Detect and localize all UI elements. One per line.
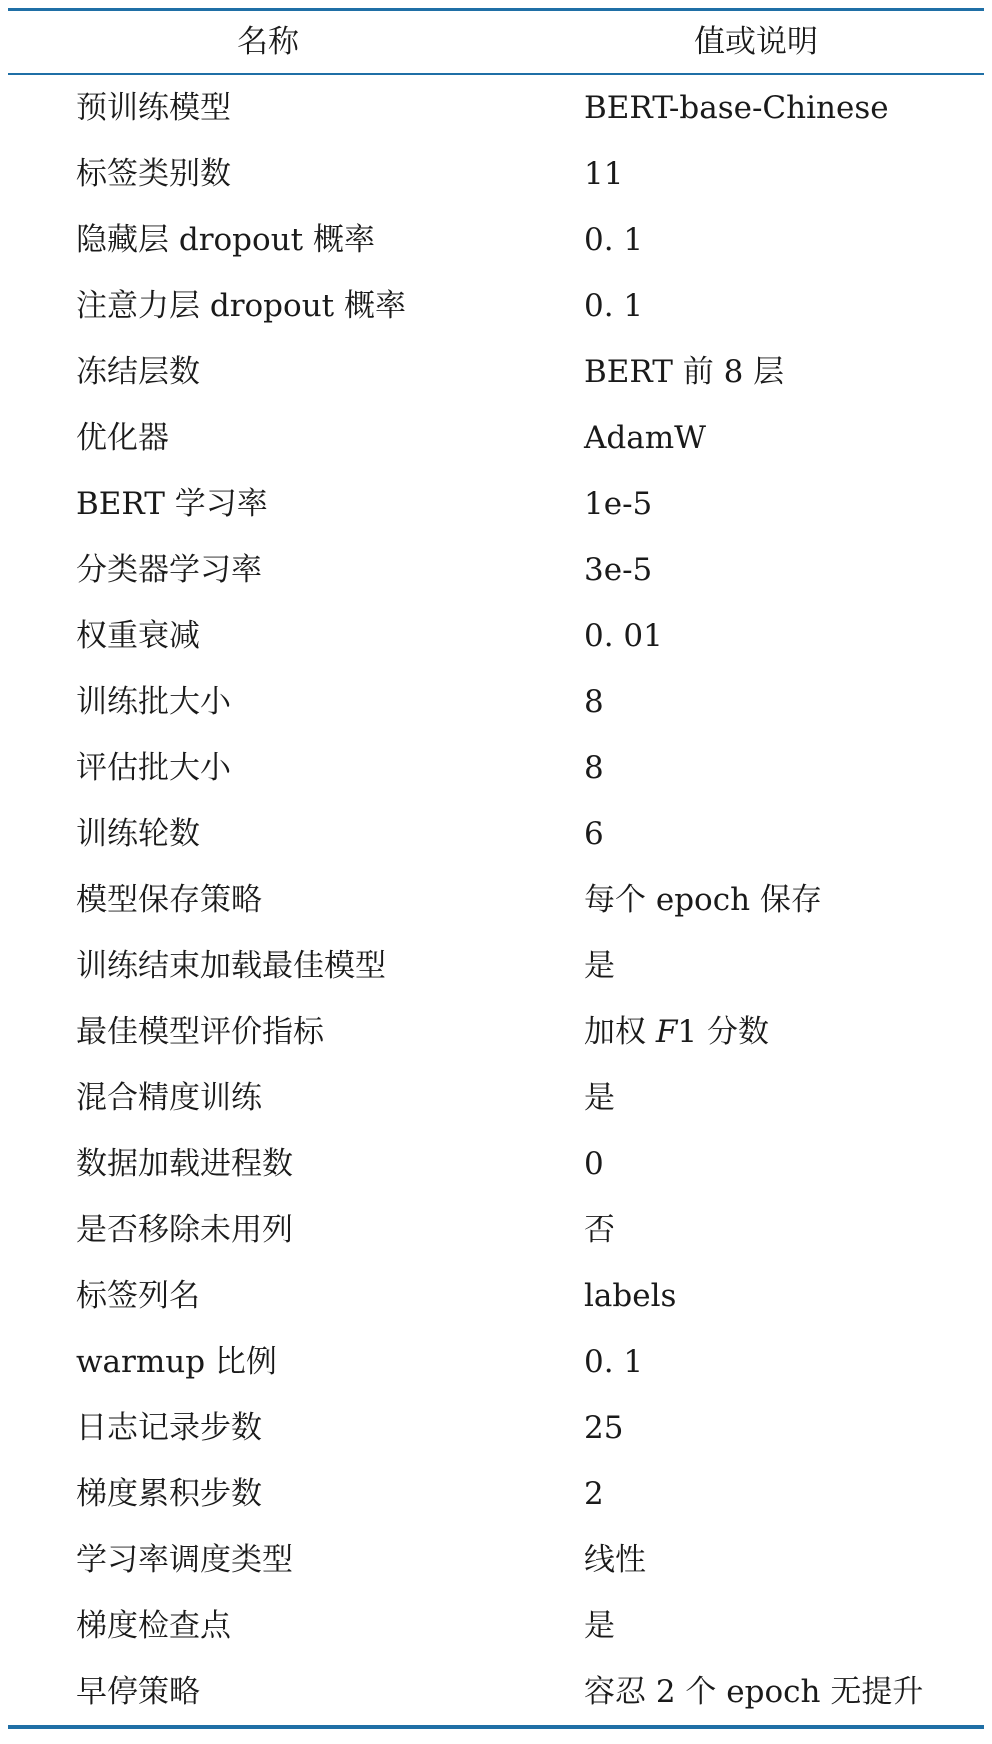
table-row — [8, 1131, 984, 1197]
row-value: 容忍 2 个 epoch 无提升 — [584, 1674, 924, 1710]
row-value: 8 — [584, 750, 604, 786]
row-value: 6 — [584, 816, 604, 852]
row-value: 0. 1 — [584, 222, 644, 258]
row-value: 25 — [584, 1410, 624, 1446]
table-row — [8, 141, 984, 207]
parameter-table-body — [8, 75, 984, 1725]
row-value: 3e-5 — [584, 552, 653, 588]
row-name: BERT 学习率 — [76, 486, 268, 522]
header-name: 名称 — [237, 24, 299, 60]
row-name: 梯度检查点 — [76, 1608, 231, 1644]
table-row — [8, 801, 984, 867]
parameter-table — [8, 11, 984, 73]
row-name: 标签列名 — [76, 1278, 200, 1314]
row-value: 每个 epoch 保存 — [584, 882, 822, 918]
row-value: 是 — [584, 1608, 615, 1644]
row-value: 0. 1 — [584, 288, 644, 324]
row-name: 训练轮数 — [76, 816, 200, 852]
row-name: 冻结层数 — [76, 354, 200, 390]
table-row — [8, 207, 984, 273]
table-row — [8, 405, 984, 471]
row-name: 学习率调度类型 — [76, 1542, 293, 1578]
table-row — [8, 933, 984, 999]
table-row — [8, 735, 984, 801]
row-name: 训练结束加载最佳模型 — [76, 948, 386, 984]
row-name: 训练批大小 — [76, 684, 231, 720]
row-name: 注意力层 dropout 概率 — [76, 288, 406, 324]
row-value: 0. 01 — [584, 618, 663, 654]
table-row — [8, 999, 984, 1065]
table-row — [8, 537, 984, 603]
row-value: 是 — [584, 1080, 615, 1116]
table-row — [8, 75, 984, 141]
table-row — [8, 1659, 984, 1725]
row-name: 标签类别数 — [76, 156, 231, 192]
row-name: 最佳模型评价指标 — [76, 1014, 324, 1050]
row-name: 梯度累积步数 — [76, 1476, 262, 1512]
row-name: 模型保存策略 — [76, 882, 262, 918]
table-row — [8, 1395, 984, 1461]
header-value: 值或说明 — [694, 24, 818, 60]
row-name: 混合精度训练 — [76, 1080, 262, 1116]
row-name: 分类器学习率 — [76, 552, 262, 588]
table-bottom-rule — [8, 1725, 984, 1729]
row-value: AdamW — [584, 420, 706, 456]
table-row — [8, 1527, 984, 1593]
table-row — [8, 1197, 984, 1263]
header-row — [8, 11, 984, 73]
table-body — [8, 75, 984, 1725]
table-row — [8, 1329, 984, 1395]
table-row — [8, 273, 984, 339]
row-name: 早停策略 — [76, 1674, 200, 1710]
row-value: 0. 1 — [584, 1344, 644, 1380]
row-value: BERT 前 8 层 — [584, 354, 785, 390]
row-value: 线性 — [584, 1542, 646, 1578]
table-header — [8, 11, 984, 73]
row-value: 2 — [584, 1476, 604, 1512]
row-value: labels — [584, 1278, 677, 1314]
value-suffix: 1 分数 — [677, 1014, 769, 1050]
row-name: 是否移除未用列 — [76, 1212, 293, 1248]
row-name: 隐藏层 dropout 概率 — [76, 222, 375, 258]
row-name: 数据加载进程数 — [76, 1146, 293, 1182]
row-value — [528, 999, 984, 1065]
table-row — [8, 867, 984, 933]
row-name: 权重衰减 — [76, 618, 200, 654]
value-variable: F — [655, 1014, 678, 1050]
table-row — [8, 339, 984, 405]
table-row — [8, 1593, 984, 1659]
table-row — [8, 1263, 984, 1329]
row-value: 否 — [584, 1212, 615, 1248]
table-row — [8, 603, 984, 669]
value-prefix: 加权 — [584, 1014, 656, 1050]
parameter-table-container — [8, 8, 984, 1729]
row-name: warmup 比例 — [76, 1344, 277, 1380]
row-value: 8 — [584, 684, 604, 720]
row-name: 预训练模型 — [76, 90, 231, 126]
table-row — [8, 669, 984, 735]
row-value: 是 — [584, 948, 615, 984]
row-value: 11 — [584, 156, 624, 192]
table-row — [8, 1065, 984, 1131]
row-value: 1e-5 — [584, 486, 653, 522]
row-name: 评估批大小 — [76, 750, 231, 786]
row-value: BERT-base-Chinese — [584, 90, 889, 126]
row-name: 优化器 — [76, 420, 169, 456]
table-row — [8, 471, 984, 537]
row-name: 日志记录步数 — [76, 1410, 262, 1446]
row-value: 0 — [584, 1146, 604, 1182]
table-row — [8, 1461, 984, 1527]
